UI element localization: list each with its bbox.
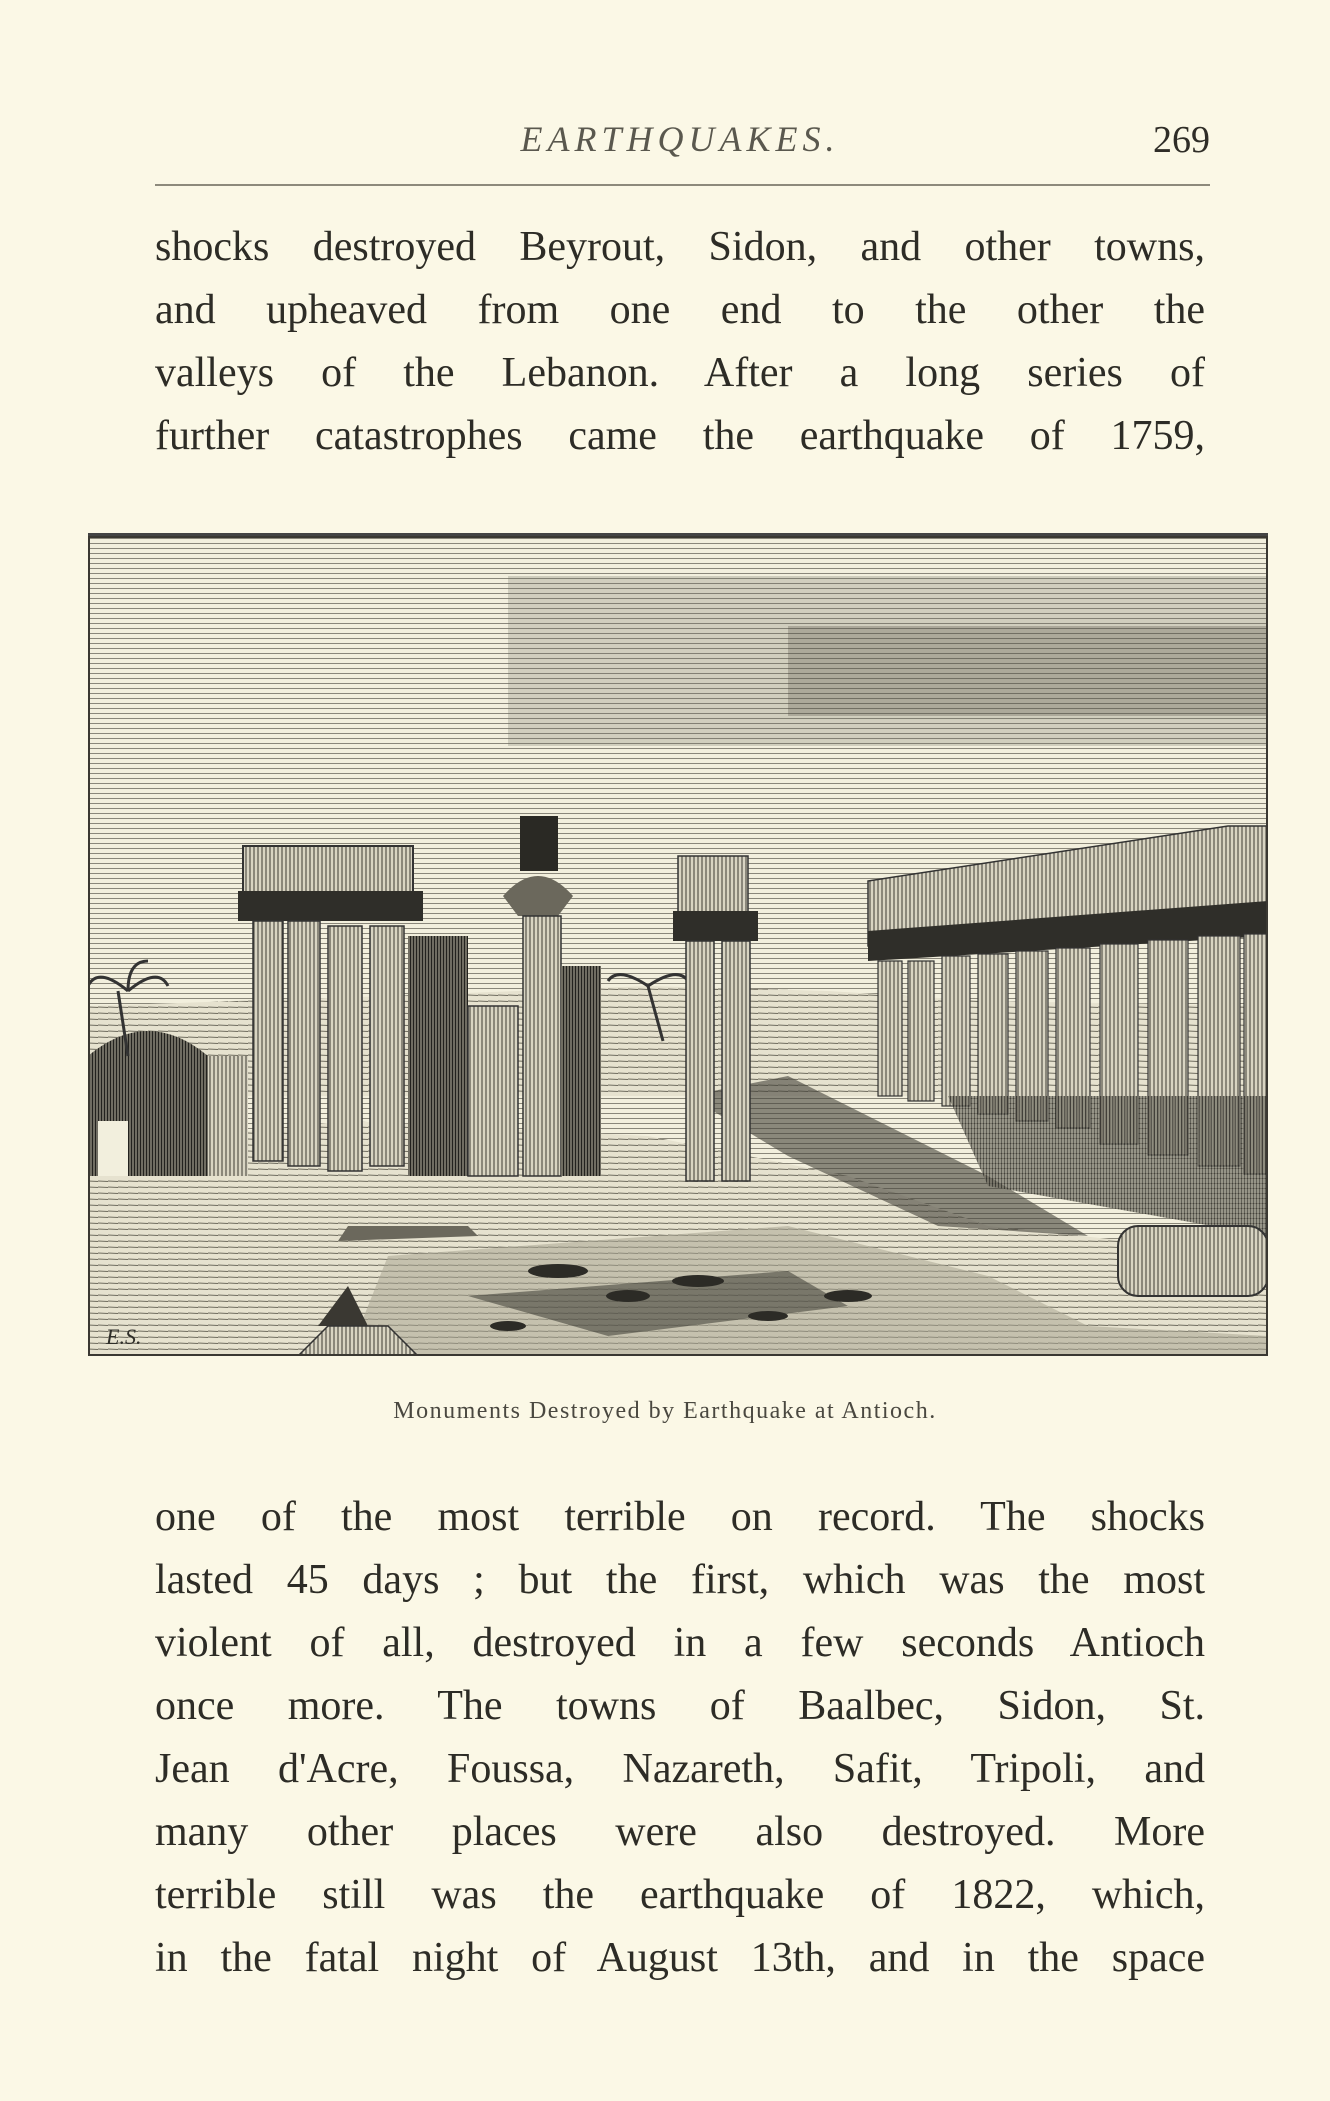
- figure-caption: Monuments Destroyed by Earthquake at Antioch.: [393, 1398, 937, 1424]
- engraver-signature: E.S.: [106, 1324, 142, 1349]
- text-line: and upheaved from one end to the other the: [155, 287, 1205, 333]
- running-head: [150, 118, 1210, 178]
- text-line: in the fatal night of August 13th, and in the space: [155, 1935, 1205, 1981]
- text-line: violent of all, destroyed in a few seconds Antioch: [155, 1620, 1205, 1666]
- text-line: once more. The towns of Baalbec, Sidon, St.: [155, 1683, 1205, 1729]
- text-line: one of the most terrible on record. The shocks: [155, 1494, 1205, 1540]
- text-line: valleys of the Lebanon. After a long series of: [155, 350, 1205, 396]
- header-rule: [155, 184, 1210, 186]
- text-line: further catastrophes came the earthquake of 1759,: [155, 413, 1205, 459]
- text-line: many other places were also destroyed. More: [155, 1809, 1205, 1855]
- text-line: Jean d'Acre, Foussa, Nazareth, Safit, Tripoli, and: [155, 1746, 1205, 1792]
- engraving-illustration: [88, 533, 1268, 1356]
- page-number: 269: [1153, 119, 1210, 161]
- text-line: terrible still was the earthquake of 1822, which,: [155, 1872, 1205, 1918]
- text-line: lasted 45 days ; but the first, which was the most: [155, 1557, 1205, 1603]
- paragraph-bottom: [155, 1486, 1205, 1990]
- paragraph-top: [155, 216, 1205, 468]
- running-title: EARTHQUAKES.: [520, 119, 840, 159]
- text-line: shocks destroyed Beyrout, Sidon, and other towns,: [155, 224, 1205, 270]
